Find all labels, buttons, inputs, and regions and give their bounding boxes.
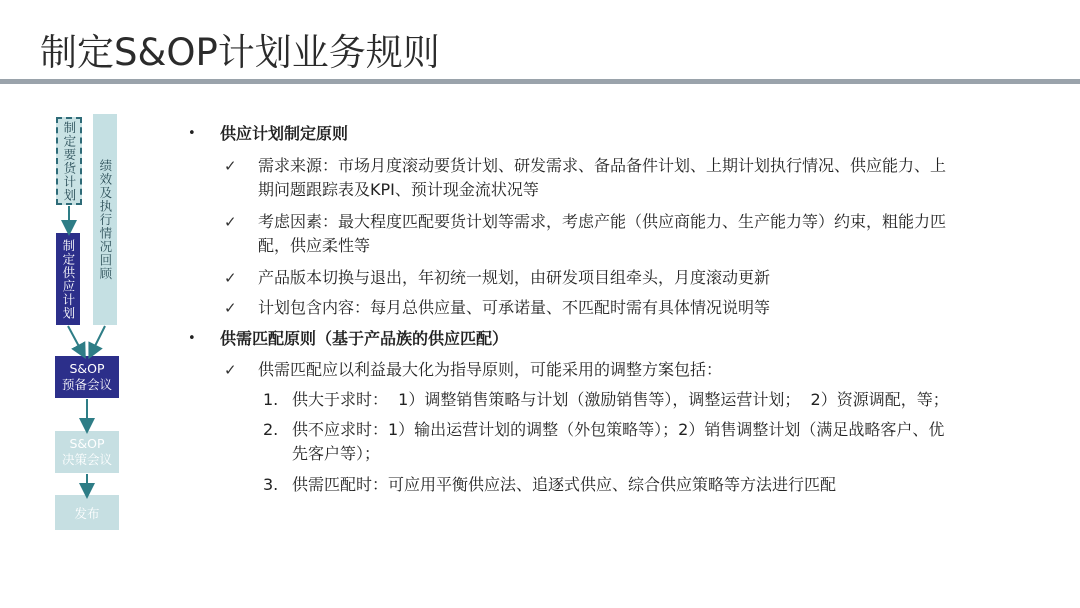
section1-item4: 计划包含内容：每月总供应量、可承诺量、不匹配时需有具体情况说明等 xyxy=(258,298,771,317)
section1-heading: 供应计划制定原则 xyxy=(220,124,349,143)
arrow-review-to-prep xyxy=(92,326,105,352)
prep-meeting-line2: 预备会议 xyxy=(61,377,112,392)
check-icon: ✓ xyxy=(224,213,237,231)
step2-line2: 先客户等）； xyxy=(292,444,381,463)
section1-item1-line2: 期问题跟踪表及KPI、预计现金流状况等 xyxy=(258,180,539,199)
prep-meeting-line1: S&OP xyxy=(69,360,105,376)
performance-review-label: 绩效及执行情况回顾 xyxy=(97,158,113,281)
step3-number: 3. xyxy=(263,475,279,494)
check-icon: ✓ xyxy=(224,269,237,287)
arrow-supply-to-prep xyxy=(68,326,82,352)
decision-meeting-line1: S&OP xyxy=(69,435,105,451)
supply-plan-label: 制定供应计划 xyxy=(60,238,76,320)
bullet-icon: • xyxy=(188,126,196,141)
check-icon: ✓ xyxy=(224,299,237,317)
bullet-icon: • xyxy=(188,331,196,346)
decision-meeting-line2: 决策会议 xyxy=(61,452,112,467)
step3-line1: 供需匹配时：可应用平衡供应法、追逐式供应、综合供应策略等方法进行匹配 xyxy=(292,475,837,494)
page-title: 制定S&OP计划业务规则 xyxy=(40,31,440,74)
section1-item3: 产品版本切换与退出，年初统一规划，由研发项目组牵头，月度滚动更新 xyxy=(258,268,771,287)
section1-item1-line1: 需求来源：市场月度滚动要货计划、研发需求、备品备件计划、上期计划执行情况、供应能力、上 xyxy=(258,156,947,175)
publish-label: 发布 xyxy=(74,505,100,521)
check-icon: ✓ xyxy=(224,157,237,175)
section1-item2-line2: 配，供应柔性等 xyxy=(258,236,371,255)
step1-number: 1. xyxy=(263,390,279,409)
section2-intro: 供需匹配应以利益最大化为指导原则，可能采用的调整方案包括： xyxy=(258,360,723,379)
section1-item2-line1: 考虑因素：最大程度匹配要货计划等需求，考虑产能（供应商能力、生产能力等）约束，粗能力匹 xyxy=(258,212,947,231)
step2-number: 2. xyxy=(263,420,279,439)
step1-line1: 供大于求时： 1）调整销售策略与计划（激励销售等），调整运营计划； 2）资源调配，等； xyxy=(292,390,949,409)
section2-heading: 供需匹配原则（基于产品族的供应匹配） xyxy=(220,329,509,348)
step2-line1: 供不应求时：1）输出运营计划的调整（外包策略等）；2）销售调整计划（满足战略客户、优 xyxy=(292,420,945,439)
demand-plan-label: 制定要货计划 xyxy=(61,120,77,202)
check-icon: ✓ xyxy=(224,361,237,379)
